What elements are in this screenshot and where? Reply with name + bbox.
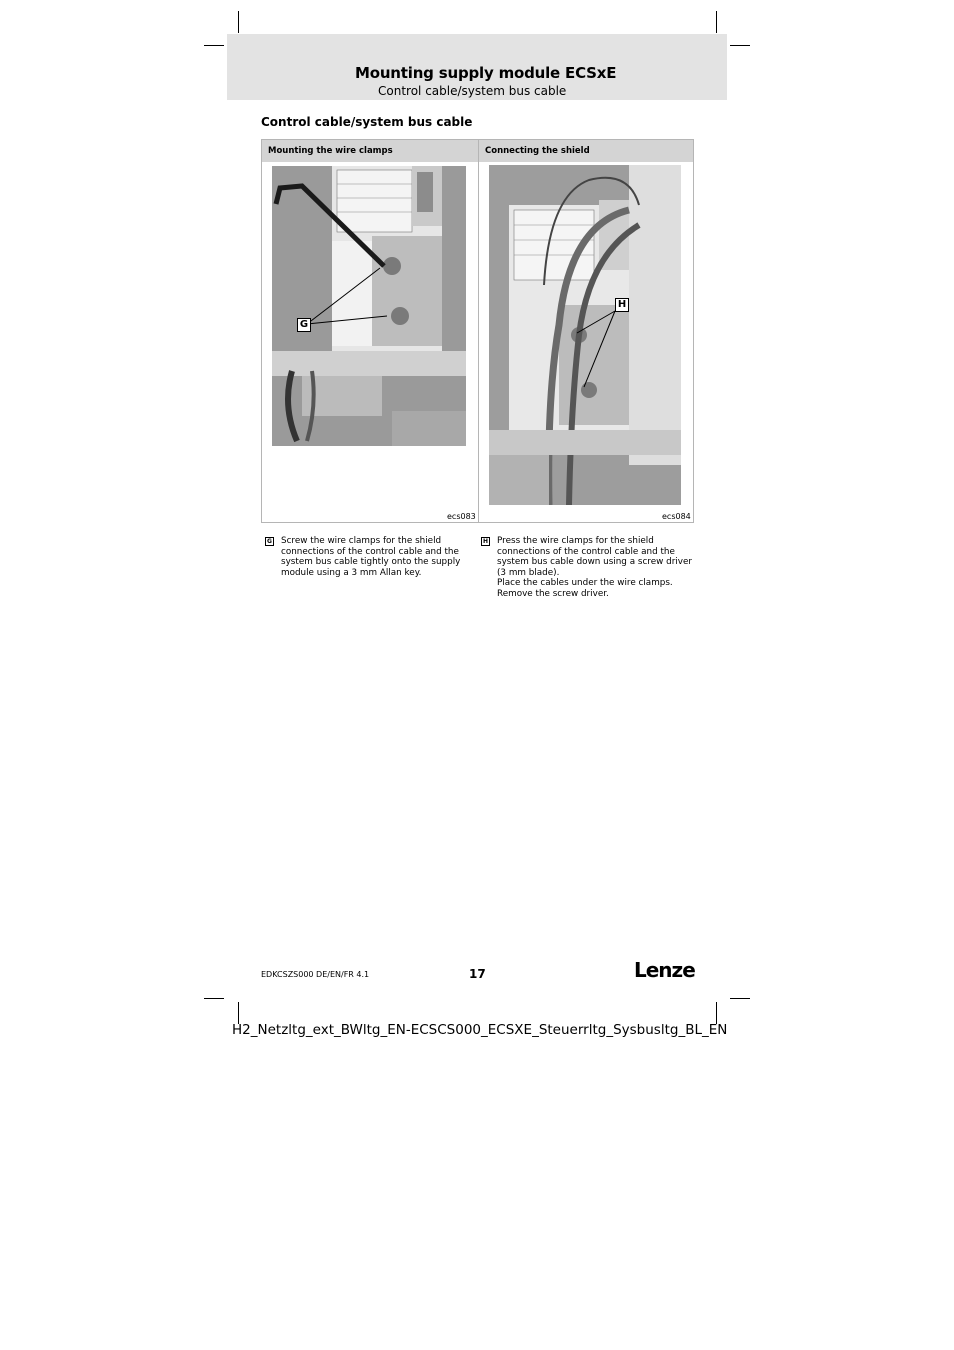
crop-mark [716, 11, 717, 33]
crop-mark [238, 11, 239, 33]
figure-code-left: ecs083 [447, 512, 476, 521]
crop-mark [730, 998, 750, 999]
crop-mark [730, 45, 750, 46]
photo-connecting-shield [489, 165, 681, 505]
crop-mark [716, 1002, 717, 1024]
step-g-text: Screw the wire clamps for the shield connections of the control cable and the system bus cable tightly onto the supply module using a 3 mm Allan key. [281, 536, 461, 578]
marker-h: H [615, 298, 629, 312]
figure-table [261, 139, 694, 523]
photo-mounting-wire-clamps [272, 166, 466, 446]
footer-doc-id: EDKCSZS000 DE/EN/FR 4.1 [261, 970, 370, 979]
step-h-text: Press the wire clamps for the shield connections of the control cable and the system bus cable down using a screw driver (3 mm blade). Place the cables under the wire clamps. Remove the screw driver. [497, 536, 693, 599]
column-divider [478, 140, 479, 522]
lenze-logo: Lenze [634, 958, 695, 982]
step-badge-h: H [482, 538, 489, 545]
page-number: 17 [469, 967, 486, 981]
crop-mark [204, 998, 224, 999]
figure-heading-shield: Connecting the shield [479, 140, 693, 162]
page-title: Mounting supply module ECSxE [355, 64, 617, 82]
crop-mark [204, 45, 224, 46]
figure-heading-mounting: Mounting the wire clamps [262, 140, 478, 162]
figure-code-right: ecs084 [662, 512, 691, 521]
step-badge-g: G [265, 537, 274, 546]
file-name: H2_Netzltg_ext_BWltg_EN-ECSCS000_ECSXE_Steuerrltg_Sysbusltg_BL_EN [232, 1022, 728, 1038]
marker-g: G [297, 318, 311, 332]
page-subtitle: Control cable/system bus cable [378, 84, 567, 98]
section-heading: Control cable/system bus cable [261, 115, 473, 129]
crop-mark [238, 1002, 239, 1024]
